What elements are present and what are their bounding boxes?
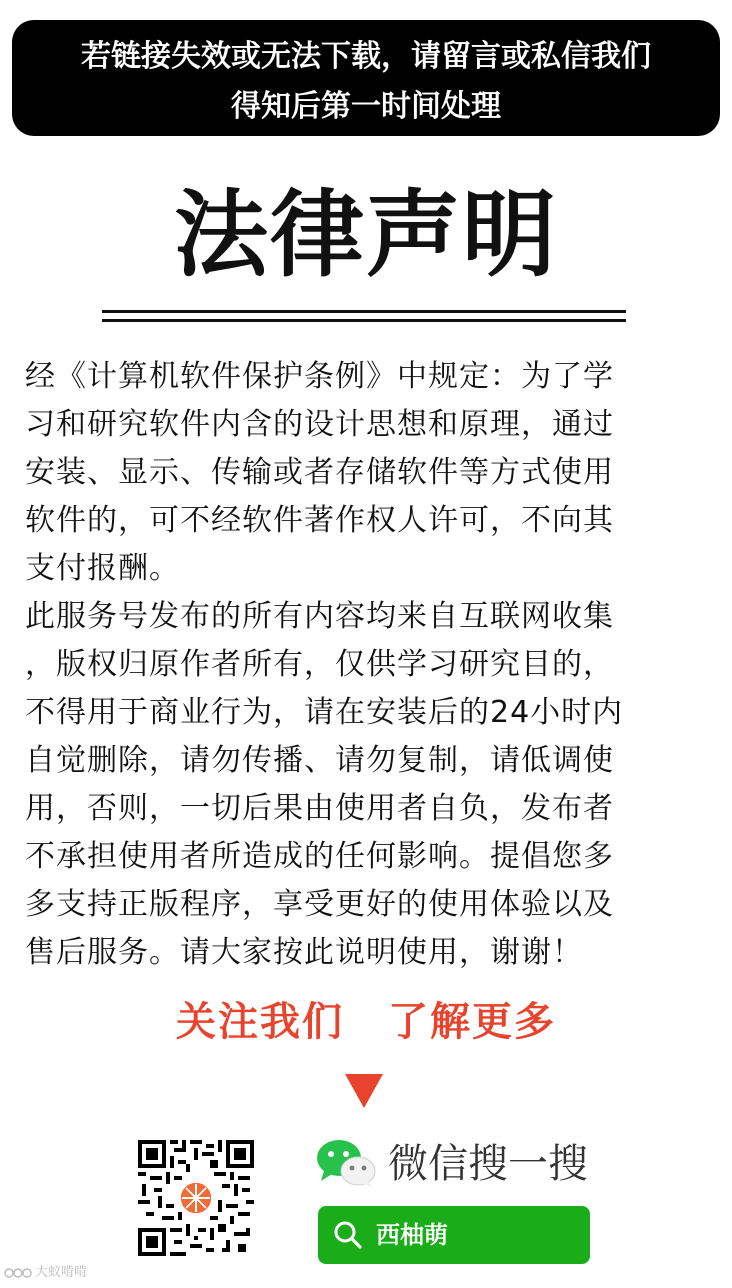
watermark-logo-icon [4,1266,32,1280]
wechat-search-row [316,1136,616,1192]
divider-top [102,310,626,313]
body-line: 用，否则，一切后果由使用者自负，发布者 [25,791,614,826]
divider-bottom [102,319,626,322]
body-line: 多支持正版程序，享受更好的使用体验以及 [25,887,614,922]
body-line: 经《计算机软件保护条例》中规定：为了学 [25,359,614,394]
page-title: 法律声明 [173,181,558,290]
body-line: 习和研究软件内含的设计思想和原理，通过 [25,407,614,442]
body-line: 安装、显示、传输或者存储软件等方式使用 [25,455,614,490]
follow-cta [0,992,732,1052]
watermark [4,1262,87,1284]
watermark-text: 大蚁啃啃 [35,1265,88,1280]
body-line: 支付报酬。 [25,551,180,586]
qr-code[interactable] [138,1140,254,1256]
body-line: 不承担使用者所造成的任何影响。提倡您多 [25,839,614,874]
search-icon [332,1219,364,1251]
body-line: 此服务号发布的所有内容均来自互联网收集 [25,599,614,634]
body-line: 不得用于商业行为，请在安装后的24小时内 [25,695,624,730]
body-line: 自觉删除，请勿传播、请勿复制，请低调使 [25,743,614,778]
search-term: 西柚萌 [376,1221,448,1249]
body-line: 售后服务。请大家按此说明使用，谢谢！ [25,935,583,970]
down-arrow-icon [345,1074,383,1108]
notice-line-1: 若链接失效或无法下载，请留言或私信我们 [81,39,651,74]
cta-follow-us: 关注我们 [176,999,344,1045]
notice-banner [12,20,720,136]
notice-line-2: 得知后第一时间处理 [231,89,501,124]
wechat-search-box[interactable] [318,1206,590,1264]
wechat-icon [316,1138,376,1190]
wechat-search-label: 微信搜一搜 [388,1141,588,1187]
body-line: 软件的，可不经软件著作权人许可，不向其 [25,503,614,538]
cta-learn-more: 了解更多 [388,999,556,1045]
body-line: ，版权归原作者所有，仅供学习研究目的， [25,647,614,682]
legal-statement-body [25,353,715,977]
